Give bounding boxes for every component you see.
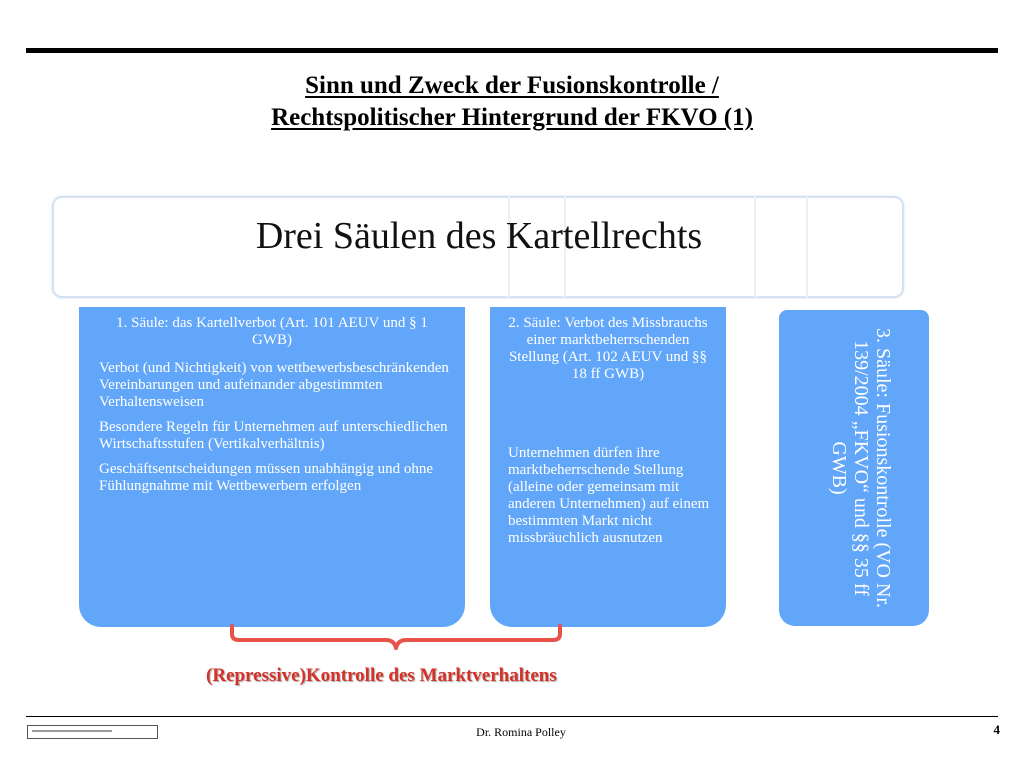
pillar-3	[779, 310, 929, 626]
pillar-1	[79, 307, 465, 627]
footer-author: Dr. Romina Polley	[476, 725, 566, 739]
pillar-1-item: Verbot (und Nichtigkeit) von wettbewerbsbeschränkenden Vereinbarungen und aufeinander abgestimmten Verhaltensweisen	[99, 360, 449, 410]
pillar-1-list	[99, 360, 449, 503]
slide-title-line-1: Sinn und Zweck der Fusionskontrolle /	[305, 72, 719, 99]
heading-box	[52, 196, 904, 298]
page-number: 4	[993, 722, 1000, 737]
pillar-2-title: 2. Säule: Verbot des Missbrauchs einer marktbeherrschenden Stellung (Art. 102 AEUV und §§ 18 ff GWB)	[508, 315, 708, 382]
brace-label: (Repressive)Kontrolle des Marktverhaltens	[206, 665, 557, 686]
pillar-2	[490, 307, 726, 627]
heading-text: Drei Säulen des Kartellrechts	[255, 215, 703, 257]
slide-title-line-2: Rechtspolitischer Hintergrund der FKVO (1)	[271, 104, 753, 131]
top-rule	[26, 48, 998, 53]
pillar-2-body: Unternehmen dürfen ihre marktbeherrschende Stellung (alleine oder gemeinsam mit anderen Unternehmen) auf einem bestimmten Markt nicht missbräuchlich ausnutzen	[508, 445, 710, 546]
footer-rule	[26, 716, 998, 717]
pillar-3-title: 3. Säule: Fusionskontrolle (VO Nr. 139/2004 „FKVO“ und §§ 35 ff GWB)	[828, 328, 894, 608]
slide-title	[0, 70, 1024, 134]
curly-brace-icon	[229, 624, 563, 664]
pillar-1-item: Besondere Regeln für Unternehmen auf unterschiedlichen Wirtschaftsstufen (Vertikalverhältnis)	[99, 419, 448, 452]
pillar-1-item: Geschäftsentscheidungen müssen unabhängig und ohne Fühlungnahme mit Wettbewerbern erfolgen	[99, 461, 434, 494]
pillar-1-title: 1. Säule: das Kartellverbot (Art. 101 AEUV und § 1 GWB)	[116, 315, 428, 348]
